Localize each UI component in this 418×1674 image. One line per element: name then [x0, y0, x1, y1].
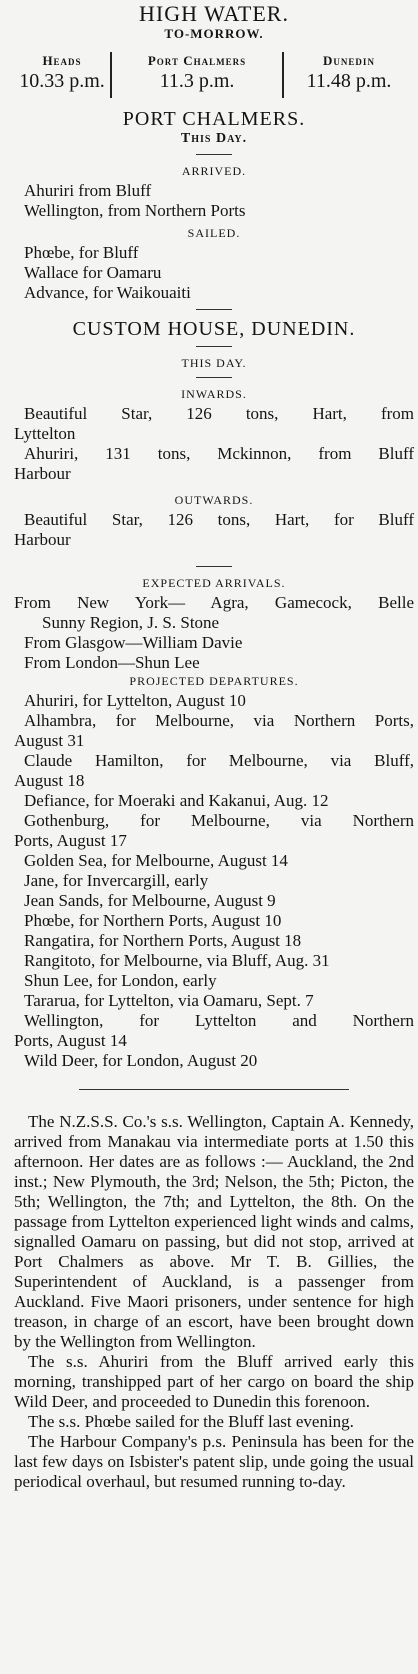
divider: [196, 154, 232, 155]
departure-line: Defiance, for Moeraki and Kakanui, Aug. 12: [24, 791, 329, 810]
tide-time: 11.3 p.m.: [159, 70, 235, 92]
arrived-list: [14, 181, 414, 221]
tide-heads: [14, 52, 110, 98]
divider: [196, 566, 232, 567]
inwards-list: [14, 404, 414, 484]
departure-line: Ports, August 17: [14, 831, 127, 850]
departure-line: Gothenburg, for Melbourne, via Northern: [24, 811, 414, 830]
news-paragraph: The s.s. Ahuriri from the Bluff arrived early this morning, transhipped part of her cargo on board the ship Wild Deer, and proceeded to Dunedin this forenoon.: [14, 1352, 414, 1411]
expected-arrivals-heading: EXPECTED ARRIVALS.: [142, 576, 286, 590]
sailing-line: Advance, for Waikouaiti: [24, 283, 191, 302]
high-water-subtitle: TO-MORROW.: [164, 26, 264, 41]
departure-line: Rangatira, for Northern Ports, August 18: [24, 931, 302, 950]
shipping-news: [14, 1112, 414, 1492]
expected-arrival-line: From London—Shun Lee: [24, 653, 200, 672]
inwards-entry-cont: Harbour: [14, 464, 71, 483]
projected-departures-heading: PROJECTED DEPARTURES.: [129, 674, 299, 688]
port-chalmers-subtitle: This Day.: [180, 131, 248, 146]
projected-departures-list: [14, 691, 414, 1071]
news-paragraph: The s.s. Phœbe sailed for the Bluff last evening.: [28, 1412, 354, 1431]
inwards-heading: INWARDS.: [181, 387, 247, 401]
section-rule: [79, 1089, 349, 1090]
divider: [196, 309, 232, 310]
inwards-entry: Ahuriri, 131 tons, Mckinnon, from Bluff: [24, 444, 414, 463]
tide-dunedin: [284, 52, 414, 98]
departure-line: Wild Deer, for London, August 20: [24, 1051, 258, 1070]
tide-label: Dunedin: [323, 53, 375, 68]
tide-time: 11.48 p.m.: [306, 70, 392, 92]
departure-line: August 31: [14, 731, 85, 750]
departure-line: Wellington, for Lyttelton and Northern: [24, 1011, 414, 1030]
tide-label: Port Chalmers: [147, 53, 247, 68]
departure-line: Shun Lee, for London, early: [24, 971, 217, 990]
outwards-list: [14, 510, 414, 550]
inwards-entry-cont: Lyttelton: [14, 424, 76, 443]
outwards-heading: OUTWARDS.: [174, 493, 254, 507]
departure-line: Ports, August 14: [14, 1031, 127, 1050]
departure-line: Tararua, for Lyttelton, via Oamaru, Sept. 7: [24, 991, 314, 1010]
outwards-entry-cont: Harbour: [14, 530, 71, 549]
departure-line: Ahuriri, for Lyttelton, August 10: [24, 691, 246, 710]
custom-house-subtitle: THIS DAY.: [181, 356, 247, 370]
news-paragraph: The N.Z.S.S. Co.'s s.s. Wellington, Captain A. Kennedy, arrived from Manakau via intermediate ports at 1.50 this afternoon. Her dates are as follows :— Auckland, the 2nd inst.; New Plymouth, the 3rd; Nelson, the 5th; Picton, the 5th; Wellington, the 7th; and Lyttelton, the 8th. On the passage from Lyttelton experienced light winds and calms, signalled Oamaru on passing, but did not stop, arrived at Port Chalmers as above. Mr T. B. Gillies, the Superintendent of Auckland, is a passenger from Auckland. Five Maori prisoners, under sentence for high treason, in charge of an escort, have been brought down by the Wellington from Wellington.: [14, 1112, 414, 1351]
sailed-heading: SAILED.: [187, 226, 241, 240]
news-paragraph: The Harbour Company's p.s. Peninsula has been for the last few days on Isbister's patent slip, unde going the usual periodical overhaul, but resumed running to-day.: [14, 1432, 414, 1491]
outwards-entry: Beautiful Star, 126 tons, Hart, for Bluff: [24, 510, 414, 529]
expected-arrival-line: Sunny Region, J. S. Stone: [42, 613, 220, 632]
arrived-heading: ARRIVED.: [181, 164, 247, 178]
tide-time: 10.33 p.m.: [19, 70, 105, 92]
departure-line: Rangitoto, for Melbourne, via Bluff, Aug. 31: [24, 951, 330, 970]
divider: [196, 377, 232, 378]
tide-port-chalmers: [110, 52, 284, 98]
divider: [196, 346, 232, 347]
sailed-list: [14, 243, 414, 303]
sailing-line: Wallace for Oamaru: [24, 263, 162, 282]
departure-line: Alhambra, for Melbourne, via Northern Ports,: [24, 711, 414, 730]
departure-line: Golden Sea, for Melbourne, August 14: [24, 851, 288, 870]
custom-house-title: CUSTOM HOUSE, DUNEDIN.: [72, 318, 356, 340]
inwards-entry: Beautiful Star, 126 tons, Hart, from: [24, 404, 414, 423]
departure-line: Jean Sands, for Melbourne, August 9: [24, 891, 276, 910]
departure-line: Jane, for Invercargill, early: [24, 871, 209, 890]
departure-line: Claude Hamilton, for Melbourne, via Bluff,: [24, 751, 414, 770]
expected-arrival-line: From New York— Agra, Gamecock, Belle: [14, 593, 414, 612]
departure-line: August 18: [14, 771, 85, 790]
tide-table: [14, 52, 414, 98]
expected-arrival-line: From Glasgow—William Davie: [24, 633, 243, 652]
arrival-line: Ahuriri from Bluff: [24, 181, 152, 200]
high-water-title: HIGH WATER.: [139, 1, 289, 26]
newspaper-column: [0, 2, 418, 1674]
sailing-line: Phœbe, for Bluff: [24, 243, 139, 262]
port-chalmers-title: PORT CHALMERS.: [122, 108, 306, 130]
tide-label: Heads: [42, 53, 82, 68]
arrival-line: Wellington, from Northern Ports: [24, 201, 246, 220]
departure-line: Phœbe, for Northern Ports, August 10: [24, 911, 282, 930]
expected-arrivals-list: [14, 593, 414, 673]
